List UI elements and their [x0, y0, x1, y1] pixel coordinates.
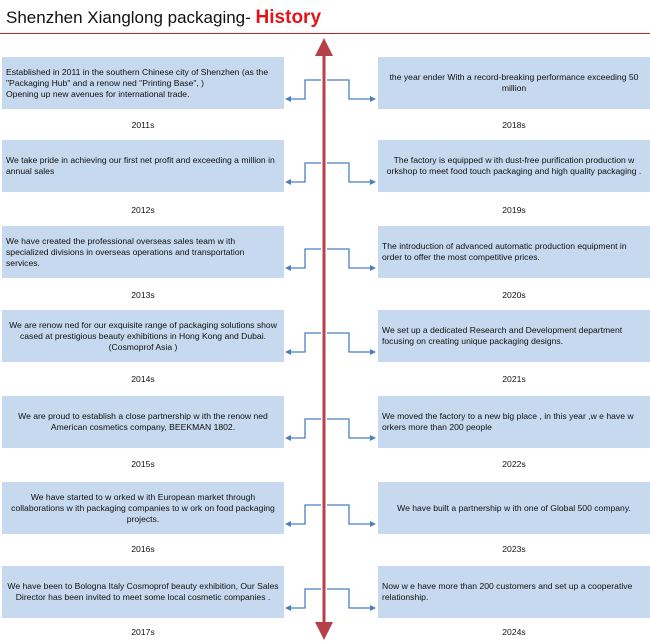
- left-connector: [290, 249, 321, 268]
- left-connector-arrowhead: [285, 521, 291, 527]
- left-connector: [290, 333, 321, 352]
- right-connector: [327, 589, 371, 608]
- right-connector: [327, 163, 371, 182]
- left-year-label: 2016s: [131, 544, 155, 554]
- right-event-box-2020s: The introduction of advanced automatic production equipment in order to offer the most competitive prices.: [378, 226, 650, 278]
- left-connector-arrowhead: [285, 265, 291, 271]
- right-year-label: 2024s: [502, 627, 526, 637]
- left-event-box-2013s: We have created the professional overseas sales team w ith specialized divisions in overseas operations and transportation services.: [2, 226, 284, 278]
- right-connector-arrowhead: [370, 605, 376, 611]
- right-year-label: 2019s: [502, 205, 526, 215]
- right-connector-arrowhead: [370, 435, 376, 441]
- title-highlight: History: [255, 7, 322, 28]
- left-year-label: 2015s: [131, 459, 155, 469]
- right-connector: [327, 249, 371, 268]
- title-main: Shenzhen Xianglong packaging-: [6, 8, 251, 27]
- right-event-box-2019s: The factory is equipped w ith dust-free purification production w orkshop to meet food touch packaging and high quality packaging .: [378, 140, 650, 192]
- left-event-box-2012s: We take pride in achieving our first net profit and exceeding a million in annual sales: [2, 140, 284, 192]
- left-year-label: 2017s: [131, 627, 155, 637]
- right-year-label: 2023s: [502, 544, 526, 554]
- right-connector: [327, 333, 371, 352]
- left-event-box-2015s: We are proud to establish a close partnership w ith the renow ned American cosmetics company, BEEKMAN 1802.: [2, 396, 284, 448]
- right-event-box-2024s: Now w e have more than 200 customers and set up a cooperative relationship.: [378, 566, 650, 618]
- left-event-box-2016s: We have started to w orked w ith European market through collaborations w ith packaging companies to w ork on food packaging projects.: [2, 482, 284, 534]
- left-year-label: 2011s: [131, 120, 155, 130]
- left-event-box-2011s: Established in 2011 in the southern Chinese city of Shenzhen (as the "Packaging Hub" and a renow ned "Printing Base", ) Opening up new avenues for international trade.: [2, 57, 284, 109]
- right-connector-arrowhead: [370, 265, 376, 271]
- timeline-arrowhead-up: [315, 38, 333, 56]
- left-event-box-2017s: We have been to Bologna Italy Cosmoprof beauty exhibition, Our Sales Director has been invited to meet some local cosmetic companies .: [2, 566, 284, 618]
- left-event-box-2014s: We are renow ned for our exquisite range of packaging solutions show cased at prestigious beauty exhibitions in Hong Kong and Dubai.(Cosmoprof Asia ): [2, 310, 284, 362]
- left-connector-arrowhead: [285, 96, 291, 102]
- left-connector-arrowhead: [285, 179, 291, 185]
- right-connector-arrowhead: [370, 96, 376, 102]
- left-connector: [290, 80, 321, 99]
- right-connector-arrowhead: [370, 179, 376, 185]
- right-year-label: 2018s: [502, 120, 526, 130]
- right-year-label: 2022s: [502, 459, 526, 469]
- right-connector: [327, 505, 371, 524]
- right-connector: [327, 80, 371, 99]
- left-connector-arrowhead: [285, 605, 291, 611]
- right-connector-arrowhead: [370, 349, 376, 355]
- right-connector-arrowhead: [370, 521, 376, 527]
- left-connector-arrowhead: [285, 349, 291, 355]
- left-connector: [290, 589, 321, 608]
- right-event-box-2021s: We set up a dedicated Research and Development department focusing on creating unique packaging designs.: [378, 310, 650, 362]
- right-year-label: 2021s: [502, 374, 526, 384]
- left-connector-arrowhead: [285, 435, 291, 441]
- timeline-arrowhead-down: [315, 622, 333, 640]
- right-connector: [327, 419, 371, 438]
- left-connector: [290, 163, 321, 182]
- right-event-box-2018s: the year ender With a record-breaking performance exceeding 50 million: [378, 57, 650, 109]
- left-year-label: 2012s: [131, 205, 155, 215]
- right-event-box-2022s: We moved the factory to a new big place , in this year ,w e have w orkers more than 200 people: [378, 396, 650, 448]
- left-year-label: 2013s: [131, 290, 155, 300]
- left-connector: [290, 419, 321, 438]
- left-year-label: 2014s: [131, 374, 155, 384]
- right-year-label: 2020s: [502, 290, 526, 300]
- right-event-box-2023s: We have built a partnership w ith one of Global 500 company.: [378, 482, 650, 534]
- left-connector: [290, 505, 321, 524]
